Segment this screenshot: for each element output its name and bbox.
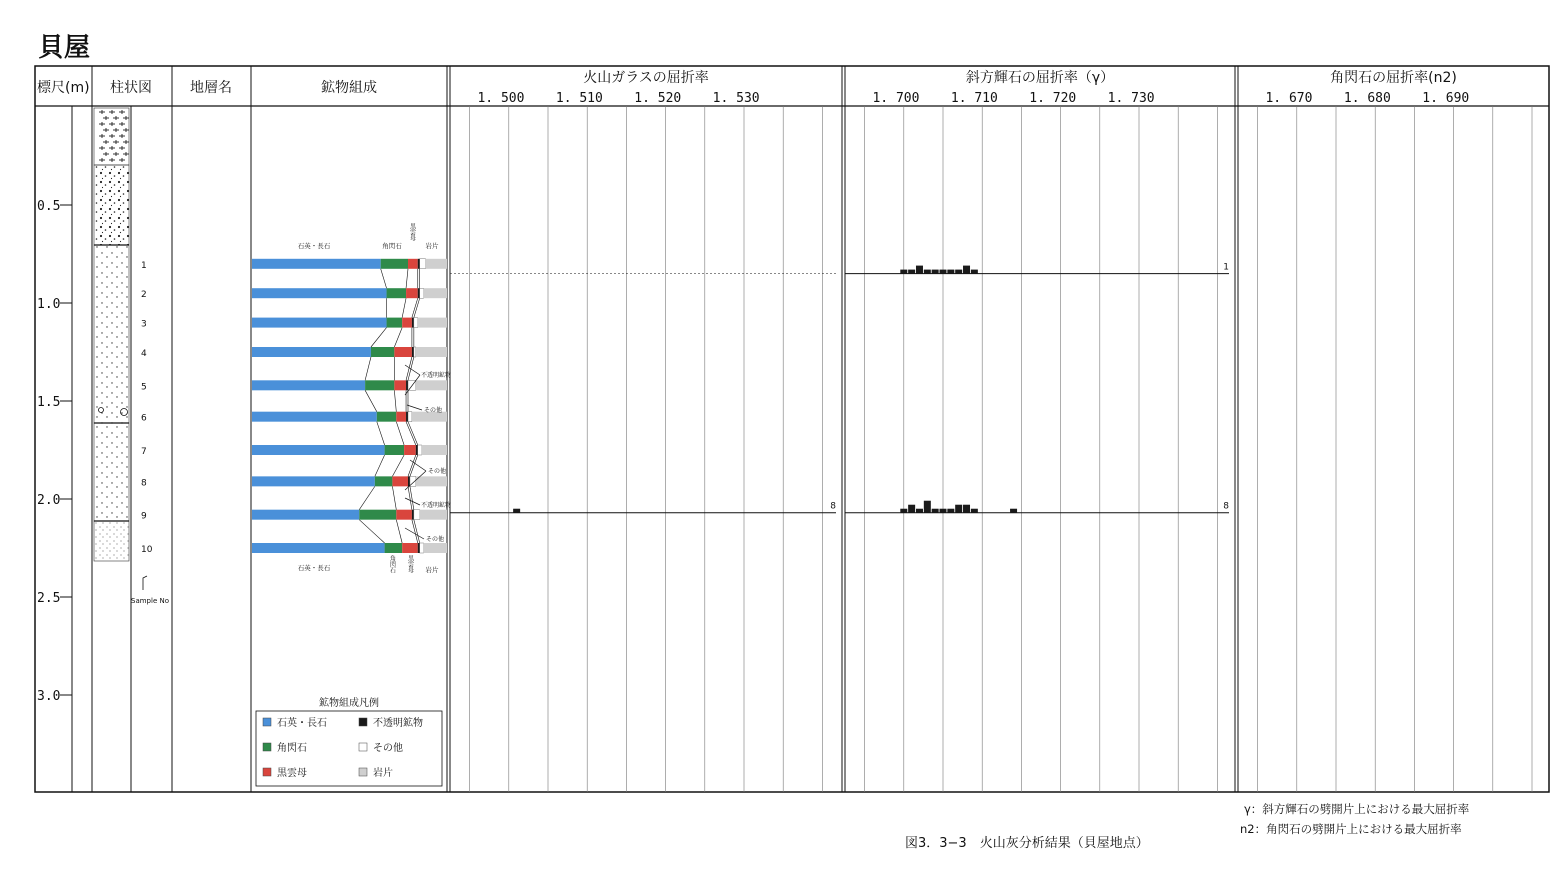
- mineral-label-top-biotite: 黒雲母: [408, 223, 416, 241]
- mineral-connector: [394, 390, 396, 411]
- mineral-bar-biotite: [402, 318, 412, 328]
- mineral-connector: [394, 328, 402, 347]
- histogram-bar: [924, 270, 931, 274]
- mineral-bar-other: [408, 412, 412, 422]
- sample-number: 6: [141, 413, 147, 424]
- panel-tick-label: 1. 720: [1029, 91, 1077, 106]
- page-title: 貝屋: [38, 33, 91, 63]
- sample-number: 4: [141, 349, 147, 359]
- legend-label: 石英・長石: [277, 718, 327, 729]
- panel-title: 角閃石の屈折率(n2): [1330, 70, 1457, 86]
- column-gravel-layer: [94, 165, 129, 245]
- header-mineral: 鉱物組成: [321, 80, 377, 96]
- histogram-bar: [932, 270, 939, 274]
- mineral-bar-quartz_feldspar: [252, 347, 371, 357]
- mineral-bar-opaque: [412, 347, 414, 357]
- mineral-bar-biotite: [404, 445, 416, 455]
- mineral-bar-quartz_feldspar: [252, 412, 377, 422]
- mineral-bar-hornblende: [387, 318, 403, 328]
- panel-tick-label: 1. 680: [1343, 91, 1391, 106]
- histogram-bar: [900, 509, 907, 513]
- histogram-bar: [900, 270, 907, 274]
- header-stratum: 地層名: [190, 80, 232, 96]
- mineral-connector: [410, 486, 414, 509]
- histogram-bar: [963, 505, 970, 513]
- mineral-bar-opaque: [418, 259, 420, 269]
- footnote-gamma: γ：斜方輝石の劈開片上における最大屈折率: [1244, 802, 1470, 816]
- panel-tick-label: 1. 710: [950, 91, 998, 106]
- mineral-connector: [365, 390, 377, 411]
- legend-swatch: [263, 743, 271, 751]
- mineral-connector: [381, 269, 387, 288]
- mineral-bar-lithic: [424, 543, 447, 553]
- depth-axis: [37, 199, 72, 704]
- mineral-bar-quartz_feldspar: [252, 543, 385, 553]
- histogram-bar: [924, 501, 931, 513]
- mineral-bar-other: [418, 445, 422, 455]
- histogram-bar: [1010, 509, 1017, 513]
- depth-tick-label: 2.5: [37, 591, 61, 606]
- mineral-label-top-quartz: 石英・長石: [297, 242, 331, 250]
- mineral-connector: [408, 486, 412, 509]
- panel-tick-label: 1. 520: [634, 91, 682, 106]
- footnote-n2: n2：角閃石の劈開片上における最大屈折率: [1240, 822, 1462, 836]
- legend-swatch: [263, 718, 271, 726]
- mineral-bar-biotite: [396, 412, 406, 422]
- column-soil-layer: [94, 108, 129, 165]
- mineral-bar-lithic: [416, 380, 447, 390]
- sample-number: 2: [141, 290, 147, 301]
- depth-tick-label: 2.0: [37, 493, 61, 508]
- histogram-bar: [932, 509, 939, 513]
- mineral-connector: [359, 486, 375, 509]
- mineral-bar-opaque: [418, 288, 420, 298]
- mineral-callout-other-2: その他: [428, 468, 447, 475]
- mineral-bar-opaque: [408, 476, 410, 486]
- mineral-connector: [406, 422, 416, 445]
- mineral-bar-biotite: [406, 288, 418, 298]
- mineral-bar-hornblende: [375, 476, 393, 486]
- sample-number: 10: [141, 545, 153, 555]
- mineral-bar-lithic: [416, 347, 447, 357]
- mineral-label-bottom-biotite: 黒雲母: [406, 555, 414, 573]
- panel-title: 斜方輝石の屈折率（γ）: [965, 70, 1115, 86]
- mineral-bar-biotite: [394, 380, 406, 390]
- mineral-bar-quartz_feldspar: [252, 259, 381, 269]
- histogram-bar: [955, 505, 962, 513]
- histogram-bar: [908, 270, 915, 274]
- legend-swatch: [359, 718, 367, 726]
- histogram-bar: [908, 505, 915, 513]
- mineral-bar-lithic: [418, 318, 447, 328]
- mineral-bar-lithic: [426, 259, 447, 269]
- mineral-callout-other-1: その他: [424, 407, 443, 414]
- mineral-callout-opaque-1: 不透明鉱物: [421, 372, 452, 379]
- mineral-callout-other-3: その他: [426, 536, 445, 543]
- mineral-bar-lithic: [416, 476, 447, 486]
- mineral-connector: [371, 328, 387, 347]
- sample-no-pointer: [143, 576, 147, 590]
- mineral-bar-quartz_feldspar: [252, 318, 387, 328]
- mineral-bar-opaque: [412, 318, 414, 328]
- mineral-bar-other: [414, 510, 420, 520]
- histogram-bar: [940, 509, 947, 513]
- mineral-bar-hornblende: [385, 445, 405, 455]
- mineral-label-bottom-hornblende: 角閃石: [388, 555, 396, 573]
- column-sand-layer-upper: [94, 245, 129, 423]
- sample-number-labels: [141, 261, 153, 555]
- histogram-bar: [513, 509, 520, 513]
- histogram-bar: [971, 270, 978, 274]
- mineral-connector: [359, 520, 384, 543]
- legend-label: 岩片: [373, 768, 393, 779]
- mineral-bar-lithic: [422, 445, 447, 455]
- legend-swatch: [263, 768, 271, 776]
- sample-number: 7: [141, 447, 147, 457]
- refractive-panel: [1258, 69, 1532, 792]
- depth-tick-label: 0.5: [37, 199, 61, 214]
- mineral-bar-hornblende: [371, 347, 394, 357]
- mineral-connector: [392, 455, 404, 476]
- mineral-bar-opaque: [418, 543, 420, 553]
- histogram-bar: [971, 509, 978, 513]
- mineral-connector: [365, 357, 371, 380]
- mineral-column-labels: [298, 222, 451, 574]
- mineral-bar-other: [420, 543, 424, 553]
- histogram-bar: [916, 266, 923, 274]
- mineral-bar-other: [414, 318, 418, 328]
- refractive-panel: [845, 69, 1229, 792]
- mineral-bar-opaque: [406, 412, 408, 422]
- mineral-bar-quartz_feldspar: [252, 510, 359, 520]
- refractive-index-panels: [450, 69, 1532, 792]
- histogram-bar: [947, 509, 954, 513]
- mineral-bar-quartz_feldspar: [252, 380, 365, 390]
- panel-tick-label: 1. 500: [477, 91, 525, 106]
- chart-frame: [35, 66, 1549, 792]
- mineral-legend: [256, 696, 442, 786]
- mineral-connector: [410, 455, 418, 476]
- histogram-bar: [916, 509, 923, 513]
- histogram-bar: [955, 270, 962, 274]
- columnar-section: [94, 108, 129, 561]
- sample-number: 3: [141, 319, 147, 330]
- mineral-bar-opaque: [406, 380, 408, 390]
- mineral-bar-hornblende: [381, 259, 408, 269]
- mineral-connector: [392, 486, 396, 509]
- panel-sample-number: 1: [1223, 262, 1229, 273]
- mineral-bar-biotite: [408, 259, 418, 269]
- depth-tick-label: 3.0: [37, 689, 61, 704]
- panel-tick-label: 1. 530: [712, 91, 760, 106]
- mineral-connector: [396, 520, 402, 543]
- mineral-composition-bars: [252, 259, 447, 553]
- mineral-bar-lithic: [420, 510, 447, 520]
- sample-number: 1: [141, 260, 147, 271]
- mineral-bar-hornblende: [387, 288, 407, 298]
- mineral-label-bottom-quartz: 石英・長石: [297, 564, 331, 572]
- mineral-bar-hornblende: [377, 412, 397, 422]
- sample-number: 8: [141, 478, 147, 489]
- column-sand-layer-lower: [94, 521, 129, 561]
- sample-number: 9: [141, 511, 147, 522]
- mineral-connector: [408, 455, 416, 476]
- histogram-bar: [947, 270, 954, 274]
- refractive-panel: [450, 69, 836, 792]
- legend-swatch: [359, 768, 367, 776]
- mineral-bar-biotite: [394, 347, 412, 357]
- mineral-bar-hornblende: [359, 510, 396, 520]
- mineral-bar-other: [414, 347, 416, 357]
- mineral-label-top-hornblende: 角閃石: [382, 242, 402, 250]
- depth-tick-label: 1.0: [37, 297, 61, 312]
- panel-tick-label: 1. 670: [1265, 91, 1313, 106]
- mineral-bar-quartz_feldspar: [252, 445, 385, 455]
- mineral-bar-biotite: [392, 476, 408, 486]
- column-sand-layer-middle: [94, 423, 129, 521]
- mineral-connector: [406, 269, 408, 288]
- histogram-bar: [963, 266, 970, 274]
- mineral-connector: [396, 422, 404, 445]
- sample-number: 5: [141, 382, 147, 393]
- legend-label: 不透明鉱物: [373, 718, 423, 729]
- header-scale: 標尺(m): [37, 80, 90, 96]
- legend-label: 黒雲母: [277, 768, 307, 779]
- mineral-callout-opaque-2: 不透明鉱物: [421, 502, 452, 509]
- mineral-bar-quartz_feldspar: [252, 476, 375, 486]
- mineral-label-bottom-lithic: 岩片: [425, 566, 439, 574]
- panel-tick-label: 1. 690: [1422, 91, 1470, 106]
- mineral-bar-hornblende: [385, 543, 403, 553]
- mineral-bar-other: [420, 259, 426, 269]
- mineral-bar-other: [420, 288, 424, 298]
- mineral-bar-biotite: [402, 543, 418, 553]
- histogram-bar: [940, 270, 947, 274]
- soil-symbols: [99, 110, 129, 162]
- panel-tick-label: 1. 700: [872, 91, 920, 106]
- panel-sample-number: 8: [830, 501, 836, 512]
- legend-title: 鉱物組成凡例: [319, 698, 379, 709]
- mineral-bar-opaque: [412, 510, 414, 520]
- figure-caption: 図3．3−3 火山灰分析結果（貝屋地点）: [905, 836, 1149, 851]
- panel-sample-number: 8: [1223, 501, 1229, 512]
- panel-tick-label: 1. 510: [555, 91, 603, 106]
- legend-swatch: [359, 743, 367, 751]
- mineral-bar-hornblende: [365, 380, 394, 390]
- mineral-bar-quartz_feldspar: [252, 288, 387, 298]
- mineral-connector: [408, 422, 418, 445]
- legend-label: 角閃石: [277, 743, 307, 754]
- sample-no-label: Sample No: [131, 597, 169, 605]
- mineral-bar-biotite: [396, 510, 412, 520]
- panel-title: 火山ガラスの屈折率: [583, 70, 709, 86]
- depth-tick-label: 1.5: [37, 395, 61, 410]
- mineral-connector: [377, 422, 385, 445]
- mineral-bar-lithic: [424, 288, 447, 298]
- header-column: 柱状図: [110, 80, 152, 96]
- mineral-bar-opaque: [416, 445, 418, 455]
- mineral-connector: [402, 298, 406, 317]
- panel-tick-label: 1. 730: [1107, 91, 1155, 106]
- legend-label: その他: [373, 743, 403, 754]
- mineral-connector: [375, 455, 385, 476]
- mineral-label-top-lithic: 岩片: [425, 242, 439, 250]
